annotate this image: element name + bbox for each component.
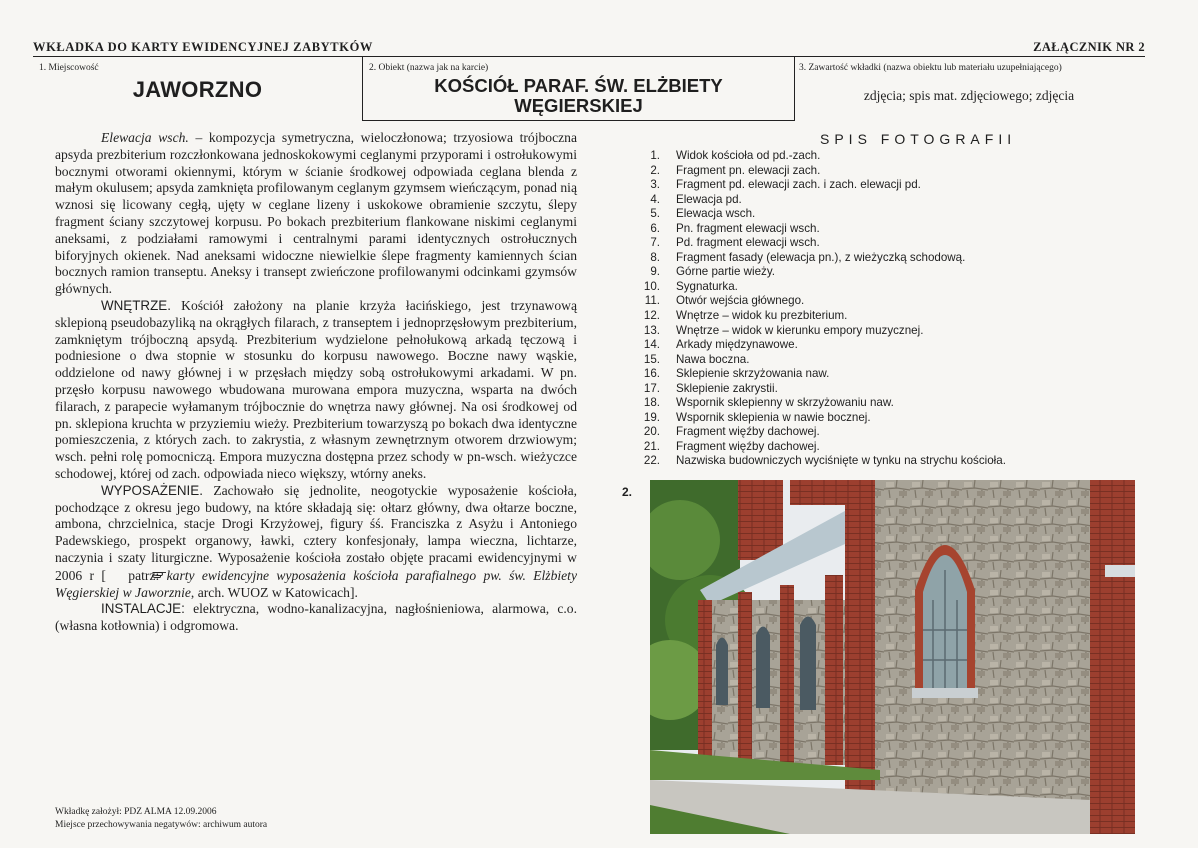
photo-list-number: 15. [643,352,660,366]
photo-list-item [628,425,1006,440]
photo-list-caption: Fragment więźby dachowej. [676,439,820,453]
photo-list-item [628,454,1006,469]
photo-list-caption: Nazwiska budowniczych wyciśnięte w tynku na strychu kościoła. [676,454,1006,468]
photo-list-item [628,324,1006,339]
photo-list-item [628,236,1006,251]
photo-list-number: 2. [650,163,660,177]
photo-list-caption: Wspornik sklepienny w skrzyżowaniu naw. [676,396,894,410]
photo-list-caption: Widok kościoła od pd.-zach. [676,149,821,162]
photo-list-number: 7. [650,236,660,250]
paragraph-east-elevation: Elewacja wsch. – kompozycja symetryczna, wieloczłonowa; trzyosiowa trójboczna apsyda prezbiterium rozczłonkowana jednoskokowymi ceglanymi przyporami i ostrołukowymi bocznymi otworami okiennymi, którym w ścianie środkowej odpowiada ceglana blenda z małym okulusem; apsyda zamknięta profilowanym ceglanym gzymsem wieńczącym, ponad nią wznosi się licowany cegłą, ujęty w ceglane lizeny i uskokowe obramienie szczytu, ślepy fragment ściany szczytowej korpusu. Po bokach prezbiterium flankowane niskimi ceglanymi aneksami, z podziałami ramowymi i centralnymi parami identycznych ostrołucznych biforyjnych okienek. Nad aneksami widoczne niewielkie ślepe fragmenty kamiennych ścian bocznych ramion transeptu. Aneksy i transept zwieńczone profilowanymi odcinkami gzymsów głównych. [55,130,577,297]
photo-list [628,149,1006,469]
photo-list-number: 8. [650,250,660,264]
photo-list-number: 1. [650,149,660,162]
paragraph-furnishings: WYPOSAŻENIE. Zachowało się jednolite, neogotyckie wyposażenie kościoła, pochodzące z okresu jego budowy, na które składają się: ołtarz główny, dwa ołtarze boczne, ambona, chrzcielnica, stacje Drogi Krzyżowej, figury śś. Franciszka z Asyżu i Antoniego Padewskiego, prospekt organowy, ławki, cztery konfesjonały, lampa wieczna, lichtarze, naczynia i szaty liturgiczne. Wyposażenie kościoła zostało objęte pracami ewidencyjnymi w 2006 r [ patrz: karty ewidencyjne wyposażenia kościoła parafialnego pw. św. Elżbiety Węgierskiej w Jaworznie, arch. WUOZ w Katowicach]. [55,482,577,600]
photo-list-caption: Fragment pn. elewacji zach. [676,163,821,177]
photo-list-number: 9. [650,265,660,279]
section-heading-installations: INSTALACJE: [101,601,185,617]
object-name-line1: KOŚCIÓŁ PARAF. ŚW. ELŻBIETY [434,75,723,96]
photo-list-number: 21. [643,439,660,453]
paragraph-interior: WNĘTRZE. Kościół założony na planie krzyża łacińskiego, jest trzynawową sklepioną pseudobazyliką na okrągłych filarach, z transeptem i jednoprzęsłowym prezbiterium, zamkniętym trójboczną apsydą. Prezbiterium wydzielone pełnołukową arkadą tęczową i podniesione o dwa stopnie w stosunku do korpusu nawowego. Boczne nawy wąskie, oddzielone od nawy głównej i w przęsłach między sobą ostrołukowymi arkadami. W pn. przęsło korpusu nawowego wbudowana murowana empora muzyczna, wsparta na dwóch filarach, z parapecie wyłamanym trójbocznie do wnętrza nawy głównej. Na osi środkowej od pn. sklepiona kruchta w przyziemiu wieży. Prezbiterium towarzyszą po bokach dwa identyczne pomieszczenia, z których zach. to zakrystia, z własnym zewnętrznym otworem drzwiowym; wsch. pełni rolę pomocniczą. Empora muzyczna dostępna przez schody w pn-wsch. wieżyczce schodowej, której od zach. odpowiada nieco większy, wtórny aneks. [55,297,577,481]
section-heading-furnishings: WYPOSAŻENIE. [101,482,203,498]
footer-author: Wkładkę założył: PDZ ALMA 12.09.2006 [55,807,217,817]
photo-list-caption: Sygnaturka. [676,279,738,293]
photo-list-caption: Elewacja wsch. [676,207,756,221]
annex-number: ZAŁĄCZNIK NR 2 [1033,40,1145,54]
photo-list-title: SPIS FOTOGRAFII [820,131,1017,147]
photo-list-item [628,193,1006,208]
photo-list-number: 19. [643,410,660,424]
photo-list-caption: Wnętrze – widok w kierunku empory muzycznej. [676,323,924,337]
photo-list-number: 20. [643,425,660,439]
church-photo [650,480,1135,834]
photo-list-item [628,178,1006,193]
photo-number: 2. [622,485,633,499]
photo-list-number: 3. [650,178,660,192]
photo-list-caption: Fragment pd. elewacji zach. i zach. elewacji pd. [676,178,921,192]
photo-list-item [628,382,1006,397]
photo-list-item [628,411,1006,426]
footer-negatives-location: Miejsce przechowywania negatywów: archiwum autora [55,820,268,830]
photo-list-caption: Pn. fragment elewacji wsch. [676,221,820,235]
photo-list-item [628,164,1006,179]
photo-list-number: 11. [644,294,660,308]
object-label: 2. Obiekt (nazwa jak na karcie) [369,63,489,73]
photo-list-item [628,338,1006,353]
photo-list-caption: Pd. fragment elewacji wsch. [676,236,820,250]
photo-list-item [628,309,1006,324]
photo-list-item [628,367,1006,382]
photo-list-number: 22. [643,454,660,468]
church-photo-drawing [650,480,1135,834]
object-name [363,76,794,116]
photo-list-caption: Górne partie wieży. [676,265,776,279]
contents-box [793,57,1145,120]
photo-list-item [628,222,1006,237]
section-heading-east-elevation: Elewacja wsch. [101,130,189,145]
photo-list-caption: Fragment więźby dachowej. [676,425,820,439]
locality-box [33,57,362,120]
photo-list-item [628,280,1006,295]
photo-list-number: 6. [650,221,660,235]
description-text [55,130,577,635]
photo-list-number: 18. [643,396,660,410]
photo-list-caption: Wnętrze – widok ku prezbiterium. [676,309,848,323]
object-name-line2: WĘGIERSKIEJ [514,95,643,116]
locality-value: JAWORZNO [132,77,263,102]
footer-info [55,806,267,832]
photo-list-caption: Elewacja pd. [676,192,742,206]
contents-value: zdjęcia; spis mat. zdjęciowego; zdjęcia [863,88,1075,103]
photo-list-caption: Otwór wejścia głównego. [676,294,805,308]
photo-list-item [628,396,1006,411]
photo-list-caption: Fragment fasady (elewacja pn.), z wieżyczką schodową. [676,250,966,264]
paragraph-installations: INSTALACJE: elektryczna, wodno-kanalizacyjna, nagłośnieniowa, alarmowa, c.o. (własna kotłownia) i odgromowa. [55,601,577,634]
photo-list-item [628,251,1006,266]
photo-list-caption: Wspornik sklepienia w nawie bocznej. [676,410,871,424]
photo-list-number: 4. [650,192,660,206]
photo-list-number: 13. [643,323,660,337]
locality-label: 1. Miejscowość [39,63,99,73]
pointing-hand-icon [106,567,121,576]
photo-list-number: 16. [643,367,660,381]
object-box [362,57,795,121]
photo-list-item [628,440,1006,455]
photo-list-number: 12. [643,309,660,323]
photo-list-caption: Sklepienie skrzyżowania naw. [676,367,830,381]
photo-list-item [628,265,1006,280]
photo-list-number: 14. [643,338,660,352]
contents-label: 3. Zawartość wkładki (nazwa obiektu lub materiału uzupełniającego) [799,63,1062,73]
document-header-line [33,40,1145,54]
photo-list-caption: Nawa boczna. [676,352,750,366]
furnishings-reference: karty ewidencyjne wyposażenia kościoła parafialnego pw. św. Elżbiety Węgierskiej w Jaworznie [55,567,577,600]
document-title: WKŁADKA DO KARTY EWIDENCYJNEJ ZABYTKÓW [33,40,373,54]
photo-list-item [628,294,1006,309]
photo-list-number: 17. [643,381,660,395]
photo-list-item [628,353,1006,368]
photo-list-item [628,149,1006,164]
photo-list-caption: Arkady międzynawowe. [676,338,798,352]
photo-list-caption: Sklepienie zakrystii. [676,381,778,395]
photo-list-number: 10. [643,279,660,293]
section-heading-interior: WNĘTRZE. [101,297,171,313]
photo-list-item [628,207,1006,222]
photo-list-number: 5. [650,207,660,221]
